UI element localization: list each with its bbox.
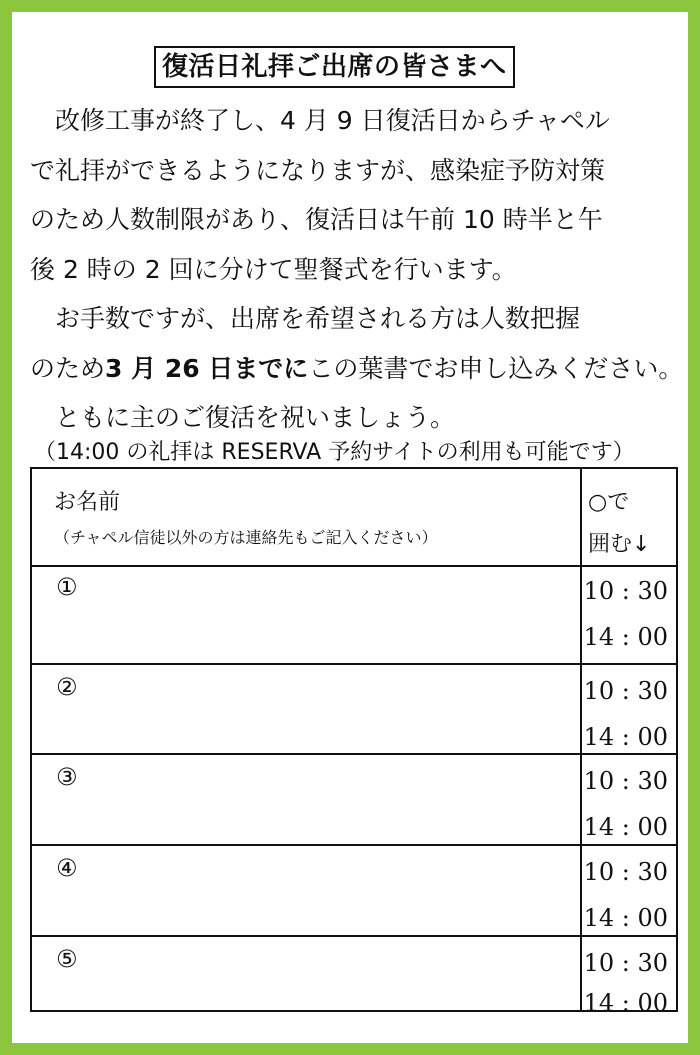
body-line: 改修工事が終了し、4 月 9 日復活日からチャペル	[30, 106, 610, 135]
attendance-form	[30, 467, 678, 1017]
time-option-1400[interactable]: 14 : 00	[583, 723, 668, 751]
row-number: ①	[56, 573, 78, 601]
time-option-1030[interactable]: 10 : 30	[583, 949, 668, 977]
time-option-1400[interactable]: 14 : 00	[583, 904, 668, 932]
time-option-1400[interactable]: 14 : 00	[583, 813, 668, 841]
body-line: 後 2 時の 2 回に分けて聖餐式を行います。	[30, 254, 517, 284]
attendee-row[interactable]	[32, 565, 676, 665]
time-header-line2: 囲む↓	[588, 532, 651, 557]
deadline-suffix: この葉書でお申し込みください。	[308, 353, 684, 383]
row-number: ③	[56, 763, 78, 791]
time-option-1030[interactable]: 10 : 30	[583, 577, 668, 605]
notice-body	[30, 96, 684, 443]
row-number: ②	[56, 673, 78, 701]
notice-title: 復活日礼拝ご出席の皆さまへ	[154, 46, 515, 88]
attendee-row[interactable]	[32, 846, 676, 937]
deadline-line	[30, 344, 684, 394]
time-option-1400[interactable]: 14 : 00	[583, 623, 668, 651]
closing-line: ともに主のご復活を祝いましょう。	[30, 403, 456, 432]
attendee-row[interactable]	[32, 937, 676, 1017]
row-number: ⑤	[56, 945, 78, 973]
row-number: ④	[56, 854, 78, 882]
time-option-1030[interactable]: 10 : 30	[583, 677, 668, 705]
name-header-note: （チャペル信徒以外の方は連絡先もご記入ください）	[54, 528, 438, 547]
time-header-line1: ○で	[588, 490, 630, 515]
body-line: のため人数制限があり、復活日は午前 10 時半と午	[30, 205, 603, 234]
time-option-1030[interactable]: 10 : 30	[583, 858, 668, 886]
name-header: お名前	[54, 490, 121, 515]
body-line: で礼拝ができるようになりますが、感染症予防対策	[30, 155, 606, 185]
deadline-date: 3 月 26 日までに	[105, 353, 309, 383]
body-line: お手数ですが、出席を希望される方は人数把握	[30, 304, 581, 333]
time-option-1400[interactable]: 14 : 00	[583, 989, 668, 1017]
time-option-1030[interactable]: 10 : 30	[583, 767, 668, 795]
reserva-note: （14:00 の礼拝は RESERVA 予約サイトの利用も可能です）	[34, 440, 635, 465]
form-header	[32, 469, 676, 567]
deadline-prefix: のため	[30, 353, 106, 383]
attendee-row[interactable]	[32, 755, 676, 846]
attendee-row[interactable]	[32, 665, 676, 755]
notice-card	[12, 12, 688, 1043]
